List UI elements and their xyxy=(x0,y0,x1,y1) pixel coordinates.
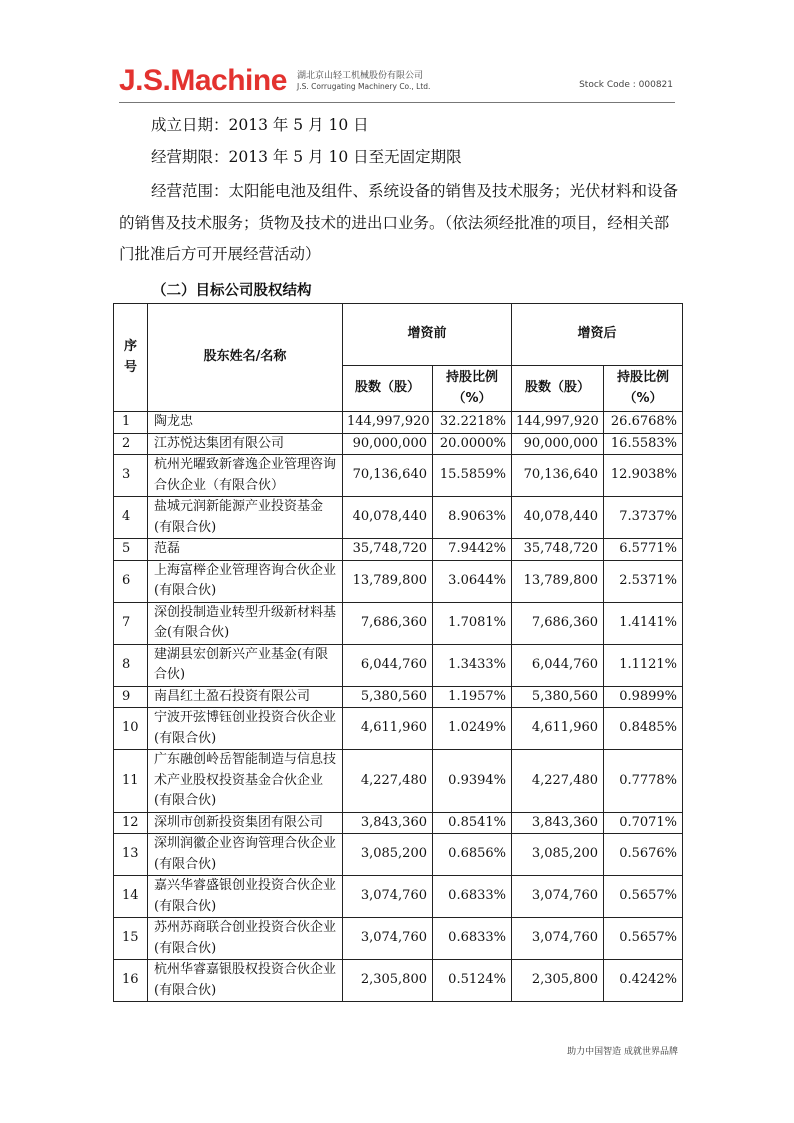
row-ratio-before: 0.5124% xyxy=(433,960,512,1002)
table-row xyxy=(114,497,683,539)
row-shareholder: 南昌红土盈石投资有限公司 xyxy=(148,686,343,708)
row-shareholder: 盐城元润新能源产业投资基金(有限合伙) xyxy=(148,497,343,539)
row-shares-after: 35,748,720 xyxy=(512,539,604,561)
row-seq: 15 xyxy=(114,918,148,960)
row-shareholder: 嘉兴华睿盛银创业投资合伙企业(有限合伙) xyxy=(148,876,343,918)
row-shareholder: 深创投制造业转型升级新材料基金(有限合伙) xyxy=(148,602,343,644)
row-shares-after: 13,789,800 xyxy=(512,560,604,602)
equity-structure-table xyxy=(113,303,683,1002)
row-ratio-before: 20.0000% xyxy=(433,433,512,455)
row-ratio-before: 32.2218% xyxy=(433,412,512,434)
page-header xyxy=(119,60,675,104)
row-shares-after: 70,136,640 xyxy=(512,455,604,497)
table-row xyxy=(114,433,683,455)
row-ratio-after: 7.3737% xyxy=(604,497,683,539)
row-ratio-after: 0.5676% xyxy=(604,834,683,876)
row-seq: 16 xyxy=(114,960,148,1002)
table-row xyxy=(114,602,683,644)
header-ratio-before: 持股比例（%） xyxy=(433,366,512,412)
row-shares-before: 6,044,760 xyxy=(343,644,433,686)
row-seq: 2 xyxy=(114,433,148,455)
row-ratio-before: 3.0644% xyxy=(433,560,512,602)
row-ratio-after: 1.4141% xyxy=(604,602,683,644)
row-shares-after: 3,074,760 xyxy=(512,918,604,960)
table-row xyxy=(114,918,683,960)
table-row xyxy=(114,876,683,918)
row-seq: 1 xyxy=(114,412,148,434)
row-seq: 14 xyxy=(114,876,148,918)
row-seq: 13 xyxy=(114,834,148,876)
row-seq: 4 xyxy=(114,497,148,539)
row-ratio-before: 0.8541% xyxy=(433,812,512,834)
established-date: 成立日期：2013 年 5 月 10 日 xyxy=(151,116,369,134)
header-after-capital-increase: 增资后 xyxy=(512,304,683,366)
row-shareholder: 苏州苏商联合创业投资合伙企业(有限合伙) xyxy=(148,918,343,960)
row-shareholder: 广东融创岭岳智能制造与信息技术产业股权投资基金合伙企业(有限合伙) xyxy=(148,750,343,813)
row-shares-after: 90,000,000 xyxy=(512,433,604,455)
table-row xyxy=(114,686,683,708)
row-ratio-after: 0.8485% xyxy=(604,708,683,750)
header-seq: 序号 xyxy=(114,304,148,412)
row-ratio-before: 1.7081% xyxy=(433,602,512,644)
row-ratio-after: 1.1121% xyxy=(604,644,683,686)
company-logo: J.S.Machine xyxy=(119,64,287,97)
table-row xyxy=(114,708,683,750)
row-seq: 7 xyxy=(114,602,148,644)
row-shares-before: 3,843,360 xyxy=(343,812,433,834)
row-shares-before: 40,078,440 xyxy=(343,497,433,539)
row-ratio-before: 15.5859% xyxy=(433,455,512,497)
row-shares-after: 4,227,480 xyxy=(512,750,604,813)
row-shareholder: 陶龙忠 xyxy=(148,412,343,434)
row-shares-before: 4,227,480 xyxy=(343,750,433,813)
row-ratio-after: 2.5371% xyxy=(604,560,683,602)
row-shares-before: 70,136,640 xyxy=(343,455,433,497)
row-shareholder: 杭州光曜致新睿逸企业管理咨询合伙企业（有限合伙） xyxy=(148,455,343,497)
table-row xyxy=(114,455,683,497)
row-ratio-after: 16.5583% xyxy=(604,433,683,455)
row-shareholder: 上海富榉企业管理咨询合伙企业(有限合伙) xyxy=(148,560,343,602)
row-ratio-after: 0.7778% xyxy=(604,750,683,813)
stock-code: Stock Code : 000821 xyxy=(579,80,673,90)
row-seq: 6 xyxy=(114,560,148,602)
row-seq: 10 xyxy=(114,708,148,750)
row-ratio-after: 0.7071% xyxy=(604,812,683,834)
row-shareholder: 宁波开弦博钰创业投资合伙企业(有限合伙) xyxy=(148,708,343,750)
row-shareholder: 杭州华睿嘉银股权投资合伙企业(有限合伙) xyxy=(148,960,343,1002)
row-seq: 3 xyxy=(114,455,148,497)
row-shares-after: 144,997,920 xyxy=(512,412,604,434)
row-shareholder: 深圳市创新投资集团有限公司 xyxy=(148,812,343,834)
row-ratio-after: 6.5771% xyxy=(604,539,683,561)
row-shares-before: 3,085,200 xyxy=(343,834,433,876)
row-shares-before: 2,305,800 xyxy=(343,960,433,1002)
table-row xyxy=(114,834,683,876)
header-ratio-after: 持股比例（%） xyxy=(604,366,683,412)
table-row xyxy=(114,750,683,813)
row-seq: 9 xyxy=(114,686,148,708)
row-shares-before: 4,611,960 xyxy=(343,708,433,750)
company-name-block xyxy=(297,70,430,92)
header-shares-before: 股数（股） xyxy=(343,366,433,412)
row-shares-before: 7,686,360 xyxy=(343,602,433,644)
row-seq: 5 xyxy=(114,539,148,561)
row-ratio-before: 1.1957% xyxy=(433,686,512,708)
row-seq: 8 xyxy=(114,644,148,686)
table-row xyxy=(114,539,683,561)
section-title: （二）目标公司股权结构 xyxy=(152,283,312,299)
row-shares-before: 144,997,920 xyxy=(343,412,433,434)
row-shares-after: 5,380,560 xyxy=(512,686,604,708)
row-shares-after: 7,686,360 xyxy=(512,602,604,644)
row-shares-before: 35,748,720 xyxy=(343,539,433,561)
table-row xyxy=(114,812,683,834)
row-ratio-before: 0.6856% xyxy=(433,834,512,876)
business-scope: 经营范围：太阳能电池及组件、系统设备的销售及技术服务；光伏材料和设备的销售及技术服务；货物及技术的进出口业务。（依法须经批准的项目，经相关部门批准后方可开展经营活动） xyxy=(119,182,679,263)
row-ratio-before: 8.9063% xyxy=(433,497,512,539)
row-seq: 11 xyxy=(114,750,148,813)
row-shareholder: 范磊 xyxy=(148,539,343,561)
table-row xyxy=(114,560,683,602)
row-shares-after: 40,078,440 xyxy=(512,497,604,539)
operating-term: 经营期限：2013 年 5 月 10 日至无固定期限 xyxy=(151,148,462,166)
row-ratio-before: 1.3433% xyxy=(433,644,512,686)
table-row xyxy=(114,960,683,1002)
row-ratio-before: 7.9442% xyxy=(433,539,512,561)
row-shares-after: 4,611,960 xyxy=(512,708,604,750)
row-ratio-after: 0.9899% xyxy=(604,686,683,708)
row-shares-before: 5,380,560 xyxy=(343,686,433,708)
header-divider xyxy=(119,102,675,103)
row-shares-before: 90,000,000 xyxy=(343,433,433,455)
row-shareholder: 深圳润徽企业咨询管理合伙企业(有限合伙) xyxy=(148,834,343,876)
table-row xyxy=(114,412,683,434)
row-shares-before: 3,074,760 xyxy=(343,918,433,960)
row-shares-after: 3,074,760 xyxy=(512,876,604,918)
company-name-en: J.S. Corrugating Machinery Co., Ltd. xyxy=(297,82,431,91)
row-shares-after: 6,044,760 xyxy=(512,644,604,686)
row-ratio-before: 1.0249% xyxy=(433,708,512,750)
table-row xyxy=(114,644,683,686)
header-shares-after: 股数（股） xyxy=(512,366,604,412)
row-shares-before: 13,789,800 xyxy=(343,560,433,602)
row-shares-after: 3,085,200 xyxy=(512,834,604,876)
row-ratio-after: 0.5657% xyxy=(604,876,683,918)
header-shareholder-name: 股东姓名/名称 xyxy=(148,304,343,412)
row-shares-after: 3,843,360 xyxy=(512,812,604,834)
row-seq: 12 xyxy=(114,812,148,834)
header-before-capital-increase: 增资前 xyxy=(343,304,512,366)
row-ratio-after: 0.5657% xyxy=(604,918,683,960)
row-ratio-after: 0.4242% xyxy=(604,960,683,1002)
footer-slogan: 助力中国智造 成就世界品牌 xyxy=(567,1047,678,1057)
row-shareholder: 建湖县宏创新兴产业基金(有限合伙) xyxy=(148,644,343,686)
row-shares-after: 2,305,800 xyxy=(512,960,604,1002)
row-ratio-before: 0.6833% xyxy=(433,876,512,918)
company-name-cn: 湖北京山轻工机械股份有限公司 xyxy=(297,71,424,81)
row-ratio-after: 12.9038% xyxy=(604,455,683,497)
row-ratio-before: 0.9394% xyxy=(433,750,512,813)
row-ratio-after: 26.6768% xyxy=(604,412,683,434)
row-ratio-before: 0.6833% xyxy=(433,918,512,960)
row-shareholder: 江苏悦达集团有限公司 xyxy=(148,433,343,455)
row-shares-before: 3,074,760 xyxy=(343,876,433,918)
